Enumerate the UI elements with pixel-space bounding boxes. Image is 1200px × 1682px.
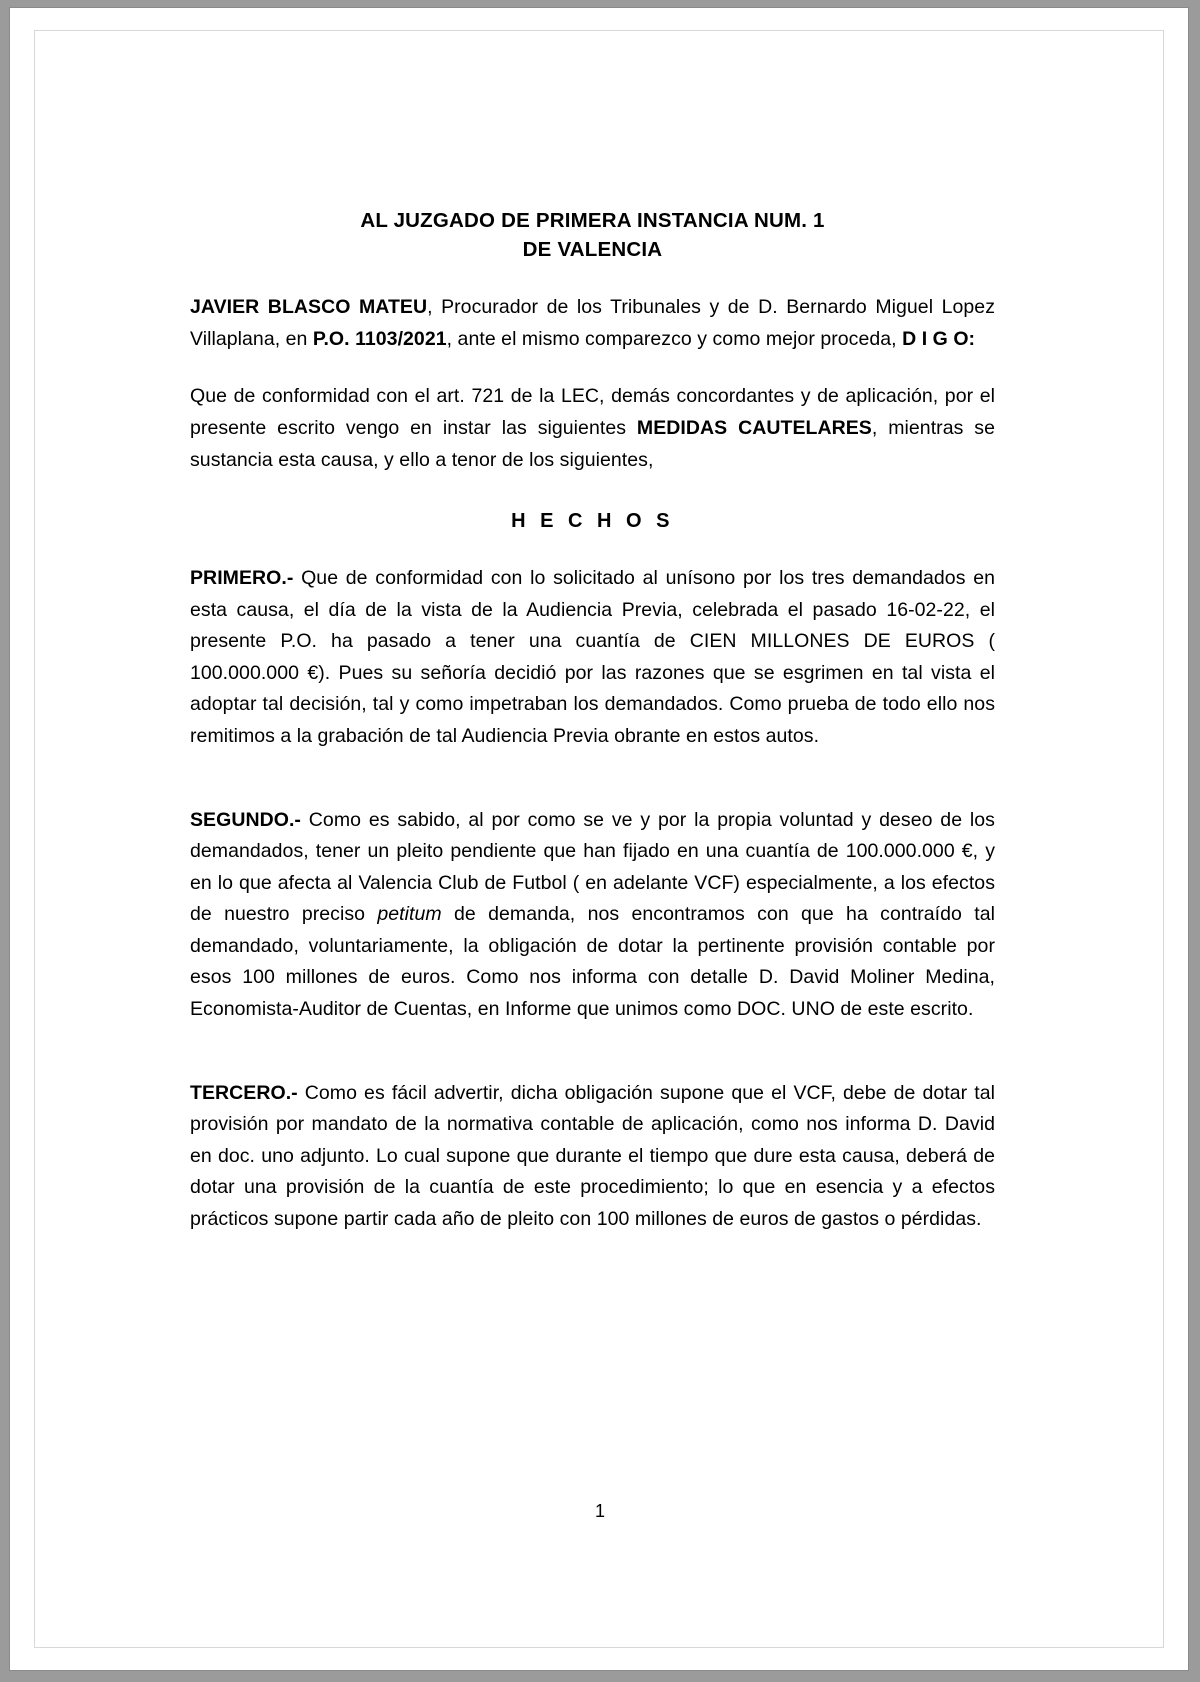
fact-label-primero: PRIMERO.- [190,567,294,590]
case-number: P.O. 1103/2021 [312,327,447,350]
document-title [190,206,995,264]
digo-word: D I G O: [902,327,976,350]
document-page [34,30,1164,1648]
medidas-cautelares-emphasis: MEDIDAS CAUTELARES [636,416,872,439]
fact-text-primero: Que de conformidad con lo solicitado al unísono por los tres demandados en esta causa, el día de la vista de la Audiencia Previa, celebrada el pasado 16-02-22, el presente P.O. ha pasado a tener una cuantía de CIEN MILLONES DE EUROS ( 100.000.000 €). Pues su señoría decidió por las razones que se esgrimen en tal vista el adoptar tal decisión, tal y como impetraban los demandados. Como prueba de todo ello nos remitimos a la grabación de tal Audiencia Previa obrante en estos autos. [190,567,995,747]
page-number: 1 [594,1501,605,1521]
procurador-name: JAVIER BLASCO MATEU [190,296,428,319]
fact-tercero [190,1078,995,1236]
fact-label-tercero: TERCERO.- [190,1081,298,1104]
fact-text-tercero: Como es fácil advertir, dicha obligación supone que el VCF, debe de dotar tal provisión por mandato de la normativa contable de aplicación, como nos informa D. David en doc. uno adjunto. Lo cual supone que durante el tiempo que dure esta causa, deberá de dotar una provisión de la cuantía de este procedimiento; lo que en esencia y a efectos prácticos supone partir cada año de pleito con 100 millones de euros de gastos o pérdidas. [190,1081,995,1230]
document-body [190,206,995,1262]
lec-text-2: , mientras se sustancia esta causa, y ello a tenor de los siguientes, [190,416,995,471]
fact-text-segundo-2: de demanda, nos encontramos con que ha contraído tal demandado, voluntariamente, la obligación de dotar la pertinente provisión contable por esos 100 millones de euros. Como nos informa con detalle D. David Moliner Medina, Economista-Auditor de Cuentas, en Informe que unimos como DOC. UNO de este escrito. [190,903,996,1021]
fact-primero [190,563,995,752]
document-title-line2: DE VALENCIA [522,238,663,262]
lec-paragraph [190,381,995,476]
intro-text-2: , ante el mismo comparezco y como mejor proceda, [446,327,903,350]
document-title-line1: AL JUZGADO DE PRIMERA INSTANCIA NUM. 1 [360,209,825,232]
fact-segundo [190,805,995,1026]
section-heading-hechos: H E C H O S [511,510,674,533]
lec-text-1: Que de conformidad con el art. 721 de la LEC, demás concordantes y de aplicación, por el presente escrito vengo en instar las siguientes [190,385,995,439]
fact-text-segundo-1: Como es sabido, al por como se ve y por la propia voluntad y deseo de los demandados, tener un pleito pendiente que han fijado en una cuantía de 100.000.000 €, y en lo que afecta al Valencia Club de Futbol ( en adelante VCF) especialmente, a los efectos de nuestro preciso [190,808,995,926]
fact-label-segundo: SEGUNDO.- [190,808,301,831]
fact-italic-petitum: petitum [377,903,442,926]
intro-text-1: , Procurador de los Tribunales y de D. Bernardo Miguel Lopez Villaplana, en [190,296,995,350]
intro-paragraph [190,292,995,355]
document-page-frame [10,8,1188,1670]
